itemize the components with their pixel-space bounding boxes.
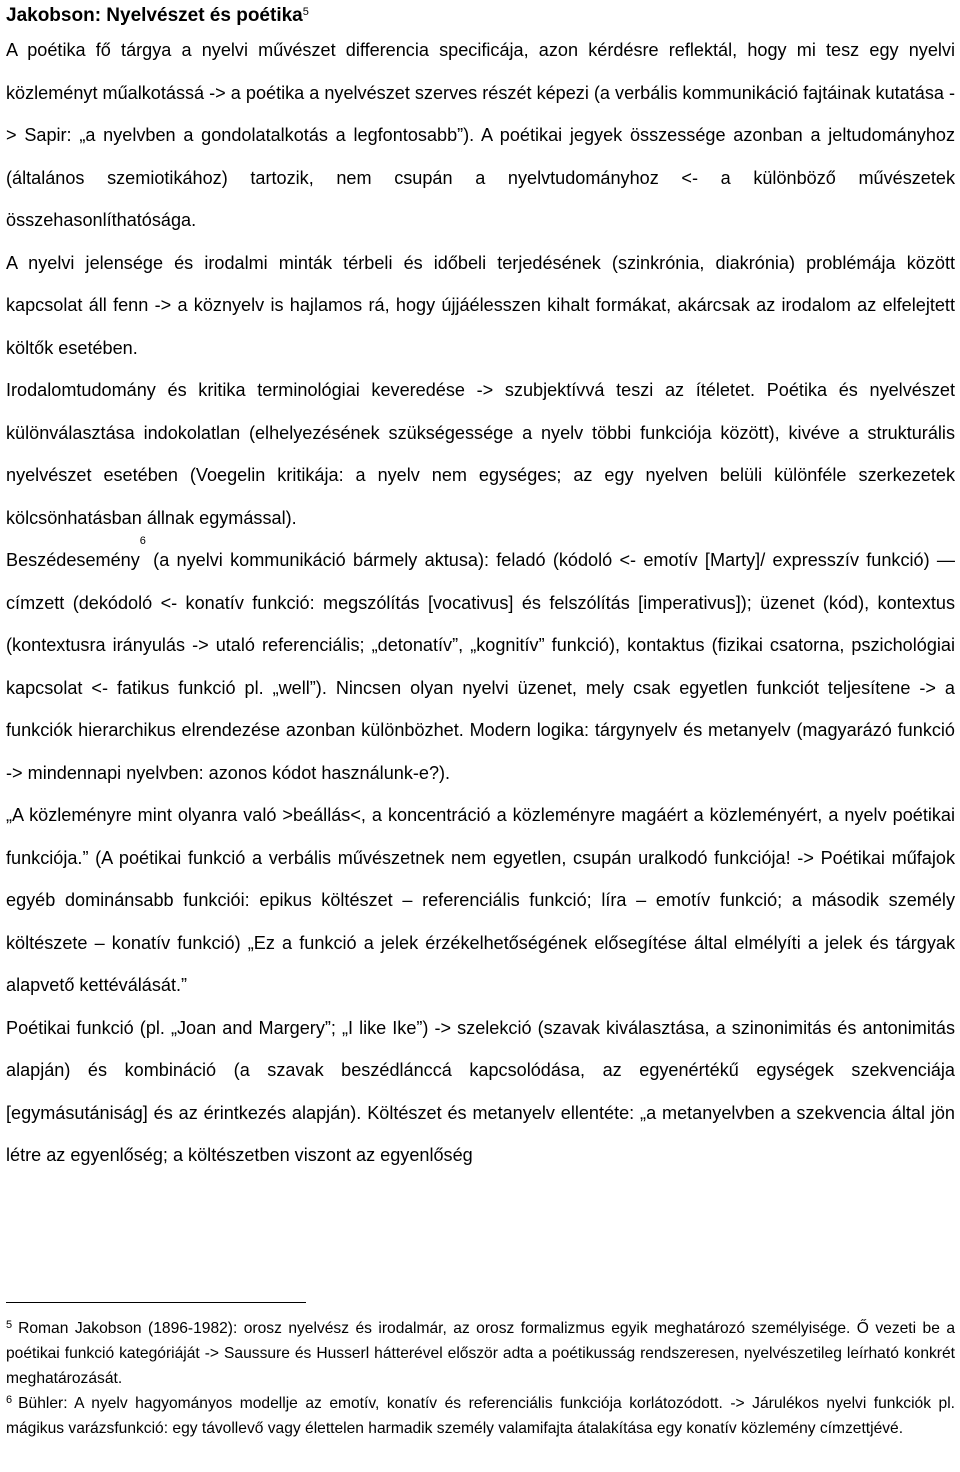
footnote	[6, 1316, 955, 1391]
footnote	[6, 1391, 955, 1441]
paragraph: „A közleményre mint olyanra való >beállás<, a koncentráció a közleményre magáért a közleményért, a nyelv poétikai funkciója.” (A poétikai funkció a verbális művészetnek nem egyetlen, csupán uralkodó funkciója! -> Poétikai műfajok egyéb dominánsabb funkciói: epikus költészet – referenciális funkció; líra – emotív funkció; a második személy költészete – konatív funkció) „Ez a funkció a jelek érzékelhetőségének elősegítése által elmélyíti a jelek és tárgyak alapvető kettéválását.”	[6, 805, 955, 995]
footnotes	[6, 1316, 955, 1441]
title-footnote-ref[interactable]: 5	[302, 6, 309, 18]
paragraph: A poétika fő tárgya a nyelvi művészet differencia specificája, azon kérdésre reflektál, hogy mi tesz egy nyelvi közleményt műalkotássá -> a poétika a nyelvészet szerves részét képezi (a verbális kommunikáció fajtáinak kutatása -> Sapir: „a nyelvben a gondolatalkotás a legfontosabb”). A poétikai jegyek összessége azonban a jeltudományhoz (általános szemiotikához) tartozik, nem csupán a nyelvtudományhoz <- a különböző művészetek összehasonlíthatósága.	[6, 40, 955, 230]
paragraph: A nyelvi jelensége és irodalmi minták térbeli és időbeli terjedésének (szinkrónia, diakrónia) problémája között kapcsolat áll fenn -> a köznyelv is hajlamos rá, hogy újjáélesszen kihalt formákat, akárcsak az irodalom az elfelejtett költők esetében.	[6, 252, 955, 358]
page-title	[6, 3, 955, 29]
footnote-mark: 5	[6, 1319, 13, 1331]
footnote-mark: 6	[6, 1394, 13, 1406]
paragraph-lead: Beszédesemény	[6, 550, 140, 570]
paragraph	[6, 535, 955, 794]
paragraph: Irodalomtudomány és kritika terminológiai keveredése -> szubjektívvá teszi az ítéletet. Poétika és nyelvészet különválasztása indokolatlan (elhelyezésének szükségessége a nyelv többi funkciója között), kivéve a strukturális nyelvészet esetében (Voegelin kritikája: a nyelv nem egységes; az egy nyelven belüli különféle szerkezetek kölcsönhatásban állnak egymással).	[6, 380, 955, 528]
body-text	[6, 29, 955, 1177]
footnote-divider	[6, 1302, 306, 1303]
paragraph-text: (a nyelvi kommunikáció bármely aktusa): feladó (kódoló <- emotív [Marty]/ expresszív funkció) — címzett (dekódoló <- konatív funkció: megszólítás [vocativus] és felszólítás [imperativus]); üzenet (kód), kontextus (kontextusra irányulás -> utaló referenciális; „detonatív”, „kognitív” funkció), kontaktus (fizikai csatorna, pszichológiai kapcsolat <- fatikus funkció pl. „well”). Nincsen olyan nyelvi üzenet, mely csak egyetlen funkciót teljesítene -> a funkciók hierarchikus elrendezése azonban különbözhet. Modern logika: tárgynyelv és metanyelv (magyarázó funkció -> mindennapi nyelvben: azonos kódot használunk-e?).	[6, 550, 955, 783]
footnote-text: Bühler: A nyelv hagyományos modellje az emotív, konatív és referenciális funkciója korlátozódott. -> Járulékos nyelvi funkciók pl. mágikus varázsfunkció: egy távollevő vagy élettelen harmadik személy valamifajta átalakítása egy konatív közlemény címzettjévé.	[6, 1395, 955, 1437]
footnote-text: Roman Jakobson (1896-1982): orosz nyelvész és irodalmár, az orosz formalizmus egyik meghatározó személyisége. Ő vezeti be a poétikai funkció kategóriáját -> Saussure és Husserl hátterével először adta a poétikusság rendszeresen, nyelvészetileg leírható konkrét meghatározását.	[6, 1320, 955, 1387]
paragraph: Poétikai funkció (pl. „Joan and Margery”; „I like Ike”) -> szelekció (szavak kiválasztása, a szinonimitás és antonimitás alapján) és kombináció (a szavak beszédlánccá kapcsolódása, az egyenértékű egységek szekvenciája [egymásutániság] és az érintkezés alapján). Költészet és metanyelv ellentéte: „a metanyelvben a szekvencia által jön létre az egyenlőség; a költészetben viszont az egyenlőség	[6, 1017, 955, 1165]
paragraph-footnote-ref[interactable]: 6	[139, 535, 146, 547]
title-text: Jakobson: Nyelvészet és poétika	[6, 5, 303, 26]
